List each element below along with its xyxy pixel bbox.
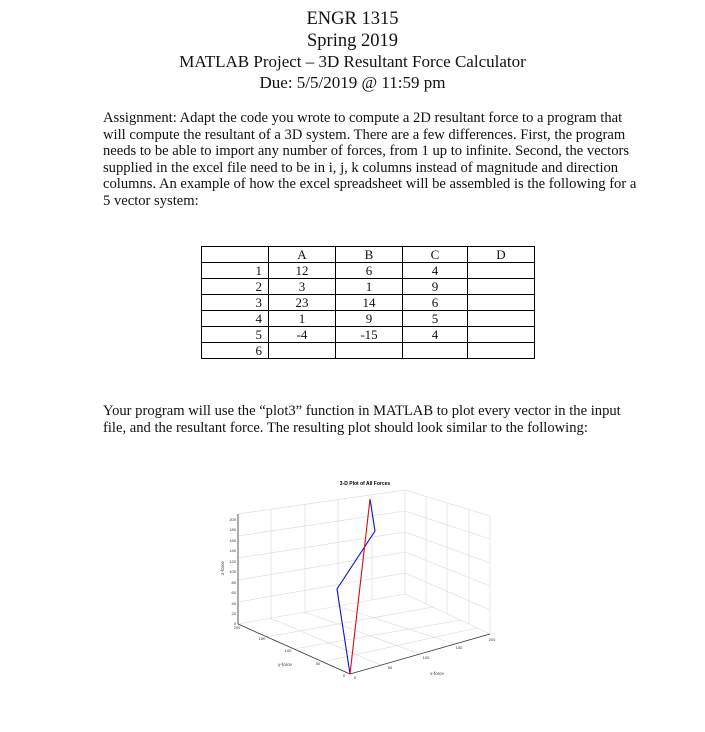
table-row xyxy=(202,279,535,295)
table-cell xyxy=(468,311,535,327)
plot-instructions-paragraph: Your program will use the “plot3” function in MATLAB to plot every vector in the input file, and the resultant force. The resulting plot should look similar to the following: xyxy=(103,403,621,436)
table-cell xyxy=(403,343,468,359)
table-cell: 23 xyxy=(269,295,336,311)
z-tick-label: 160 xyxy=(229,538,236,543)
row-number: 2 xyxy=(202,279,269,295)
assignment-paragraph: Assignment: Adapt the code you wrote to compute a 2D resultant force to a program that will compute the resultant of a 3D system. There are a few differences. First, the program needs to be able to import any number of forces, from 1 up to infinite. Second, the vectors supplied in the excel file need to be in i, j, k columns instead of magnitude and direction columns. An example of how the excel spreadsheet will be assembled is the following for a 5 vector system: xyxy=(103,110,637,209)
table-cell: 6 xyxy=(403,295,468,311)
table-cell: 5 xyxy=(403,311,468,327)
table-cell: 9 xyxy=(403,279,468,295)
z-tick-label: 140 xyxy=(229,548,236,553)
z-tick-label: 40 xyxy=(231,601,236,606)
x-tick-label: 0 xyxy=(353,675,357,680)
y-tick-label: 150 xyxy=(258,636,266,641)
table-cell: 1 xyxy=(269,311,336,327)
spreadsheet-example xyxy=(201,246,535,359)
z-tick-label: 80 xyxy=(231,580,236,585)
course-title: ENGR 1315 xyxy=(306,9,399,29)
table-cell xyxy=(468,343,535,359)
table-cell: 4 xyxy=(403,327,468,343)
table-cell: 14 xyxy=(336,295,403,311)
3d-force-plot xyxy=(215,476,505,686)
table-cell: 1 xyxy=(336,279,403,295)
z-tick-label: 20 xyxy=(231,611,236,616)
due-date: Due: 5/5/2019 @ 11:59 pm xyxy=(259,72,446,92)
table-cell xyxy=(468,327,535,343)
resultant-force-line xyxy=(350,499,370,674)
x-tick-label: 200 xyxy=(488,637,496,642)
plot-title: 3-D Plot of All Forces xyxy=(339,481,391,487)
y-tick-label: 0 xyxy=(342,673,346,678)
corner-cell xyxy=(202,247,269,263)
header-row xyxy=(202,247,535,263)
vector-chain-line xyxy=(337,499,375,674)
y-tick-label: 200 xyxy=(233,625,241,630)
table-row xyxy=(202,343,535,359)
table-row xyxy=(202,327,535,343)
z-axis-ticks xyxy=(229,517,236,626)
table-row xyxy=(202,295,535,311)
x-axis-label: x-force xyxy=(430,671,444,676)
table-row xyxy=(202,311,535,327)
column-header: B xyxy=(336,247,403,263)
table-cell: 4 xyxy=(403,263,468,279)
table-cell xyxy=(336,343,403,359)
z-tick-label: 60 xyxy=(231,590,236,595)
z-tick-label: 180 xyxy=(229,527,236,532)
document-header xyxy=(0,8,705,93)
y-axis-label: y-force xyxy=(278,662,292,667)
table-cell: -15 xyxy=(336,327,403,343)
table-cell: 9 xyxy=(336,311,403,327)
table-cell xyxy=(468,279,535,295)
z-tick-label: 120 xyxy=(229,559,236,564)
row-number: 3 xyxy=(202,295,269,311)
column-header: D xyxy=(468,247,535,263)
y-tick-label: 50 xyxy=(315,661,321,666)
plot-grid xyxy=(238,490,490,674)
row-number: 4 xyxy=(202,311,269,327)
table-cell: 12 xyxy=(269,263,336,279)
table-cell: 6 xyxy=(336,263,403,279)
table-cell: -4 xyxy=(269,327,336,343)
row-number: 1 xyxy=(202,263,269,279)
z-axis-label: z-force xyxy=(220,561,225,575)
table-cell: 3 xyxy=(269,279,336,295)
plot-axes xyxy=(238,514,490,674)
column-header: A xyxy=(269,247,336,263)
x-tick-label: 100 xyxy=(422,655,430,660)
column-header: C xyxy=(403,247,468,263)
table-cell xyxy=(468,295,535,311)
x-axis-ticks xyxy=(354,637,496,680)
z-tick-label: 200 xyxy=(229,517,236,522)
row-number: 5 xyxy=(202,327,269,343)
x-tick-label: 50 xyxy=(387,665,393,670)
table-cell xyxy=(269,343,336,359)
y-tick-label: 100 xyxy=(284,648,292,653)
z-tick-label: 0 xyxy=(233,621,236,626)
z-tick-label: 100 xyxy=(229,569,236,574)
table-row xyxy=(202,263,535,279)
term: Spring 2019 xyxy=(307,31,398,51)
table-cell xyxy=(468,263,535,279)
x-tick-label: 150 xyxy=(455,645,463,650)
project-title: MATLAB Project – 3D Resultant Force Calculator xyxy=(179,52,526,71)
row-number: 6 xyxy=(202,343,269,359)
